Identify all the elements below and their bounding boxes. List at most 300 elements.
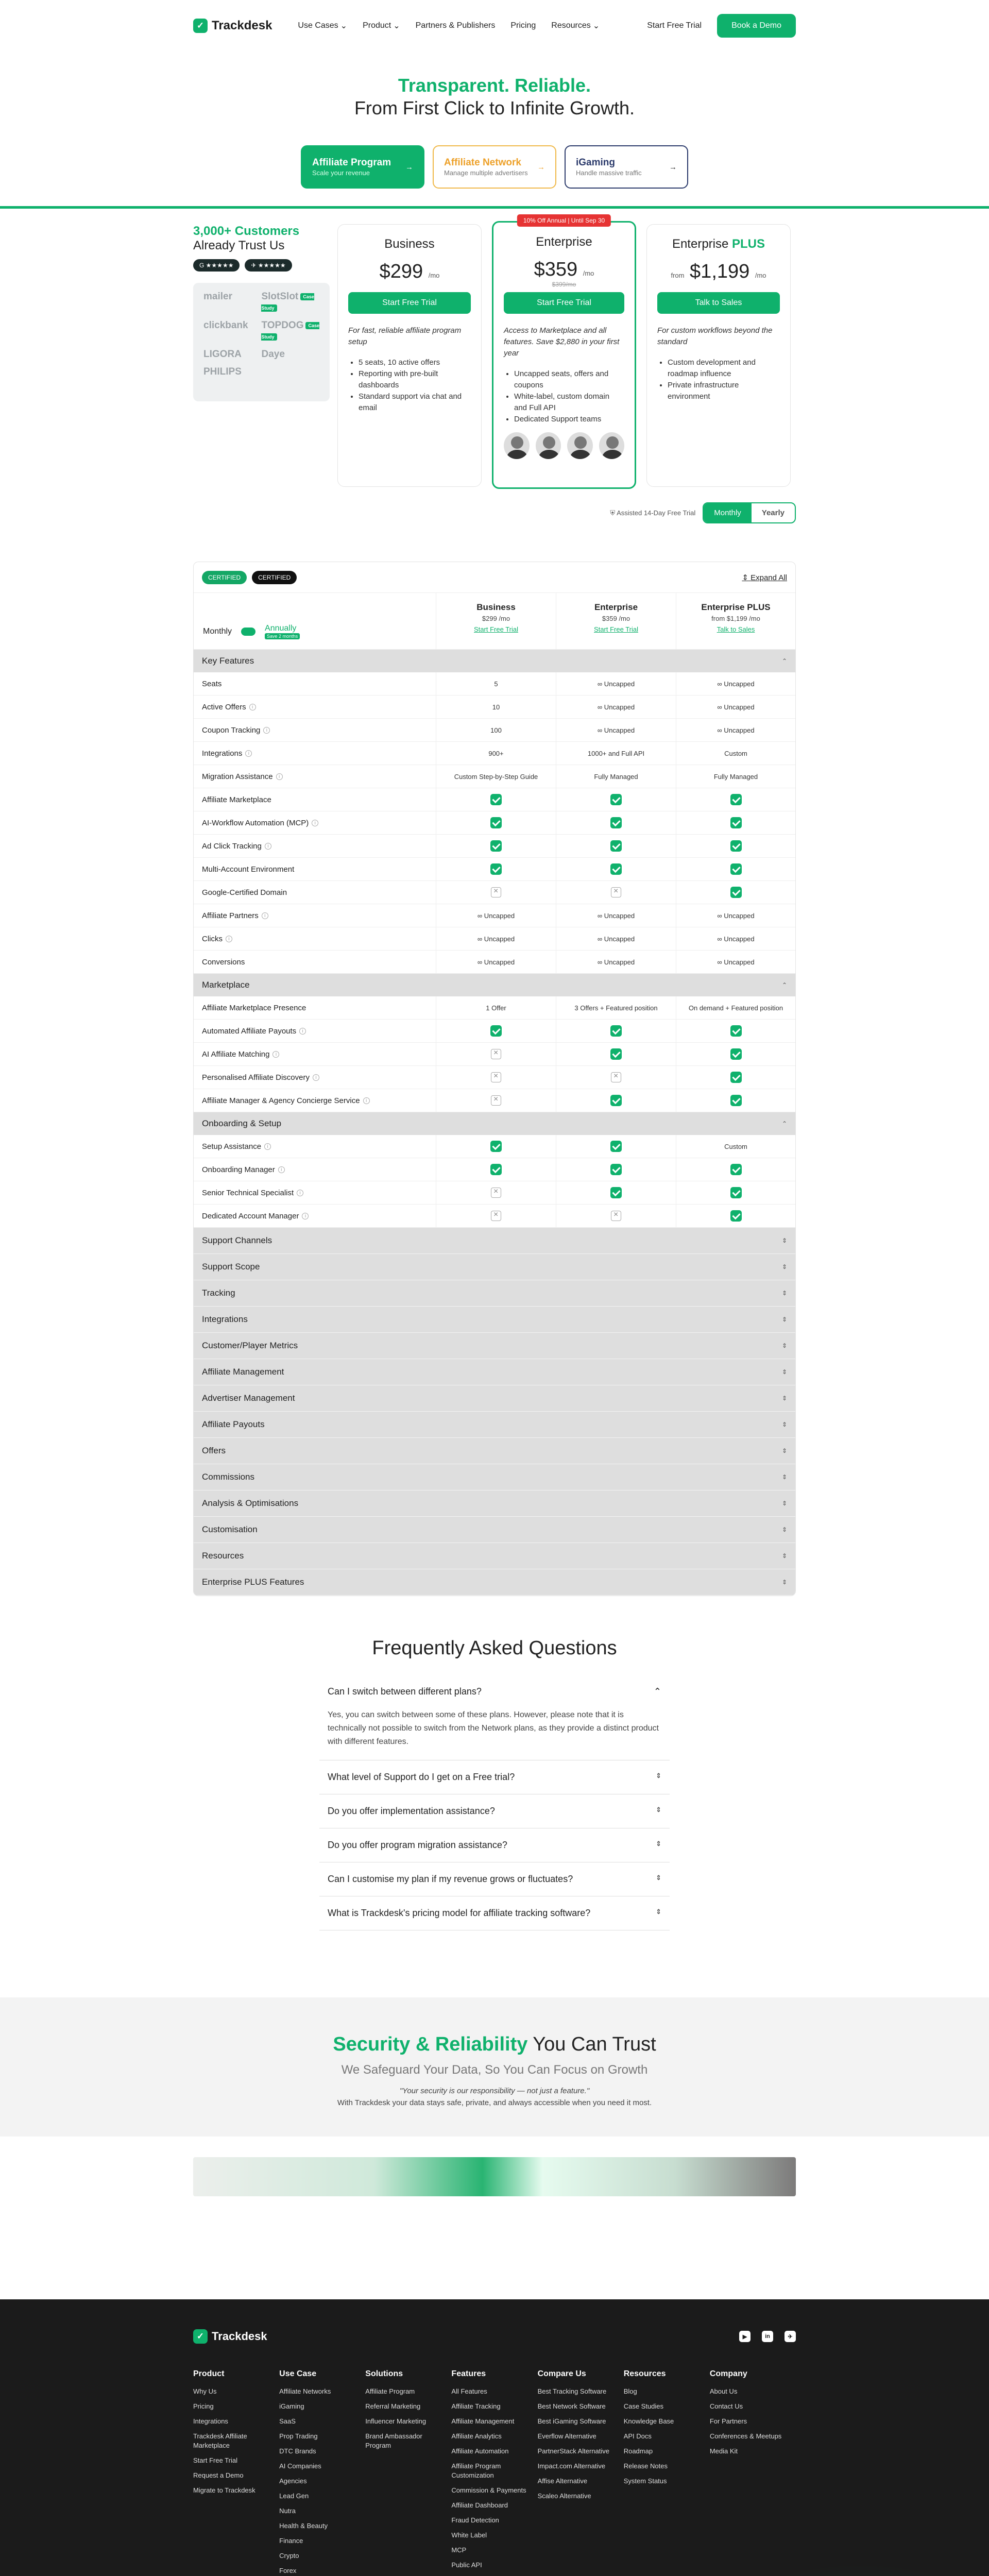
- footer-link[interactable]: Request a Demo: [193, 2471, 244, 2479]
- footer-link[interactable]: Health & Beauty: [279, 2522, 328, 2530]
- footer-columns: [193, 2369, 796, 2576]
- footer-link[interactable]: Blog: [623, 2387, 637, 2395]
- check-icon: [610, 1187, 622, 1198]
- info-icon[interactable]: i: [312, 820, 318, 826]
- table-cell: Fully Managed: [676, 765, 795, 788]
- arrow-right-icon: →: [405, 162, 413, 172]
- feature-label: Affiliate Marketplace: [202, 795, 271, 804]
- section-collapsed[interactable]: Commissions ⇕: [194, 1464, 795, 1490]
- collapsed-sections: [194, 1228, 795, 1596]
- faq-item[interactable]: What is Trackdesk's pricing model for affiliate tracking software? ⇕: [319, 1896, 670, 1930]
- table-row: [194, 719, 795, 742]
- table-cell: 900+: [436, 742, 556, 765]
- feature-label: Active Offers i: [194, 696, 436, 718]
- marketplace-rows: [194, 996, 795, 1112]
- program-igaming-card[interactable]: iGaming Handle massive traffic →: [565, 145, 688, 189]
- collapse-icon: ⌃: [781, 657, 787, 665]
- section-collapsed[interactable]: Support Channels ⇕: [194, 1228, 795, 1254]
- section-collapsed[interactable]: Customer/Player Metrics ⇕: [194, 1333, 795, 1359]
- certified-badge: CERTIFIED: [202, 571, 247, 584]
- customer-logo: PHILIPS: [203, 366, 242, 377]
- table-cell: ∞ Uncapped: [436, 951, 556, 973]
- table-row: [194, 1089, 795, 1112]
- avatar: [536, 432, 561, 459]
- check-icon: [730, 840, 742, 852]
- footer-link[interactable]: Affise Alternative: [537, 2477, 588, 2485]
- check-icon: [610, 817, 622, 828]
- table-cell: 3 Offers + Featured position: [556, 996, 676, 1019]
- plan-card-enterprise: 10% Off Annual | Until Sep 30 Enterprise $359 /mo $399/mo Start Free Trial Access to Marketplace and all features. Save $2,880 in your first year • Uncapped seats, offers and coupons • White-label, custom domain and Full API • Dedicated Support teams: [492, 221, 636, 489]
- check-icon: [730, 1095, 742, 1106]
- footer-link[interactable]: Affiliate Program: [365, 2387, 415, 2395]
- customer-logo: clickbank: [203, 320, 248, 331]
- feature-label: Onboarding Manager i: [194, 1158, 436, 1181]
- footer-link[interactable]: Roadmap: [623, 2447, 653, 2455]
- linkedin-icon[interactable]: in: [762, 2331, 773, 2342]
- section-onboarding[interactable]: Onboarding & Setup ⌃: [194, 1112, 795, 1135]
- hero-title: Transparent. Reliable.: [398, 75, 591, 96]
- footer-link[interactable]: Fraud Detection: [451, 2516, 499, 2524]
- footer-link[interactable]: System Status: [623, 2477, 667, 2485]
- table-cell: ∞ Uncapped: [556, 927, 676, 950]
- info-icon[interactable]: i: [249, 704, 256, 710]
- check-icon: [610, 840, 622, 852]
- info-icon[interactable]: i: [245, 750, 252, 757]
- footer-link[interactable]: Pricing: [193, 2402, 214, 2410]
- collapse-icon: ⌃: [653, 1686, 661, 1697]
- footer-link[interactable]: Release Notes: [623, 2462, 668, 2470]
- info-icon[interactable]: i: [363, 1097, 370, 1104]
- cross-icon: [491, 1072, 501, 1082]
- talk-to-sales-link[interactable]: Talk to Sales: [717, 625, 755, 633]
- plan-card-business: Business $299 /mo Start Free Trial For fast, reliable affiliate program setup • 5 seats, 10 active offers • Reporting with pre-built dashboards • Standard support via chat and email: [337, 224, 482, 487]
- footer-link[interactable]: Migrate to Trackdesk: [193, 2486, 255, 2494]
- info-icon[interactable]: i: [313, 1074, 319, 1081]
- nav-use-cases[interactable]: Use Cases ⌄: [298, 21, 348, 30]
- chevron-down-icon: ⌄: [340, 22, 348, 30]
- table-plan-header: Monthly Annually Save 2 months Business $299 /mo Start Free Trial Enterprise $359 /mo Start Free Trial Enterprise PLUS from $1,199 /mo Talk to Sales: [194, 593, 795, 650]
- period-toggle[interactable]: [241, 628, 255, 636]
- case-study-tag[interactable]: Case Study: [261, 294, 314, 311]
- check-icon: [730, 863, 742, 875]
- section-collapsed[interactable]: Integrations ⇕: [194, 1307, 795, 1333]
- footer-link[interactable]: Affiliate Management: [451, 2417, 515, 2425]
- info-icon[interactable]: i: [278, 1166, 285, 1173]
- footer-link[interactable]: Public API: [451, 2561, 482, 2569]
- info-icon[interactable]: i: [265, 843, 271, 850]
- footer-link[interactable]: Scaleo Alternative: [537, 2492, 591, 2500]
- expand-icon: ⇕: [781, 1500, 787, 1507]
- info-icon[interactable]: i: [299, 1028, 306, 1035]
- section-collapsed[interactable]: Affiliate Management ⇕: [194, 1359, 795, 1385]
- security-subtitle: We Safeguard Your Data, So You Can Focus on Growth: [341, 2063, 648, 2077]
- billing-monthly[interactable]: Monthly: [704, 503, 752, 522]
- feature-label: Coupon Tracking i: [194, 719, 436, 741]
- check-icon: [730, 1164, 742, 1175]
- table-cell: ∞ Uncapped: [676, 951, 795, 973]
- table-row: [194, 835, 795, 858]
- footer: [0, 2299, 989, 2576]
- footer-link[interactable]: Conferences & Meetups: [709, 2432, 782, 2440]
- footer-column: Compare Us Best Tracking Software Best Network Software Best iGaming Software Everflow Alternative PartnerStack Alternative Impact.com Alternative Affise Alternative Scaleo Alternative: [538, 2369, 624, 2576]
- table-cell: 1 Offer: [436, 996, 556, 1019]
- table-cell: Custom: [676, 742, 795, 765]
- customer-count: 3,000+ Customers: [193, 224, 300, 238]
- table-row: [194, 696, 795, 719]
- table-row: [194, 1205, 795, 1228]
- check-icon: [490, 817, 502, 828]
- faq-answer: Yes, you can switch between some of these plans. However, please note that it is technically not possible to switch from the Network plans, as they provide a distinct product with different features.: [319, 1708, 670, 1760]
- table-row: [194, 1020, 795, 1043]
- section-collapsed[interactable]: Tracking ⇕: [194, 1280, 795, 1307]
- info-icon[interactable]: i: [263, 727, 270, 734]
- faq-item[interactable]: What level of Support do I get on a Free trial? ⇕: [319, 1760, 670, 1794]
- expand-icon: ⇕: [781, 1395, 787, 1402]
- comparison-table: [193, 562, 796, 1596]
- feature-label: Seats: [202, 679, 222, 688]
- faq-item[interactable]: Can I customise my plan if my revenue grows or fluctuates? ⇕: [319, 1862, 670, 1896]
- nav-pricing[interactable]: Pricing: [510, 21, 536, 30]
- discount-badge: 10% Off Annual | Until Sep 30: [517, 214, 611, 227]
- table-cell: On demand + Featured position: [676, 996, 795, 1019]
- table-cell: ∞ Uncapped: [676, 719, 795, 741]
- section-collapsed[interactable]: Customisation ⇕: [194, 1517, 795, 1543]
- feature-label: Ad Click Tracking i: [194, 835, 436, 857]
- cross-icon: [611, 1072, 621, 1082]
- section-collapsed[interactable]: Support Scope ⇕: [194, 1254, 795, 1280]
- logo-icon: ✓: [193, 19, 208, 33]
- footer-link[interactable]: Everflow Alternative: [537, 2432, 596, 2440]
- expand-icon: ⇕: [656, 1840, 661, 1848]
- info-icon[interactable]: i: [276, 773, 283, 780]
- table-row: [194, 811, 795, 835]
- cross-icon: [491, 887, 501, 897]
- footer-link[interactable]: Why Us: [193, 2387, 217, 2395]
- expand-icon: ⇕: [656, 1806, 661, 1814]
- cross-icon: [491, 1049, 501, 1059]
- arrow-right-icon: →: [537, 162, 545, 172]
- footer-link[interactable]: Influencer Marketing: [365, 2417, 427, 2425]
- table-row: [194, 788, 795, 811]
- expand-icon: ⇕: [781, 1447, 787, 1454]
- footer-column: Features All Features Affiliate Tracking Affiliate Management Affiliate Analytics Affiliate Automation Affiliate Program Customization Commission & Payments Affiliate Dashboard Fraud Detection White Label MCP Public API: [451, 2369, 537, 2576]
- hero-subtitle: From First Click to Infinite Growth.: [354, 97, 635, 118]
- cross-icon: [611, 1211, 621, 1221]
- telegram-icon[interactable]: ✈: [785, 2331, 796, 2342]
- table-cell: ∞ Uncapped: [556, 719, 676, 741]
- check-icon: [730, 817, 742, 828]
- start-trial-link[interactable]: Start Free Trial: [594, 625, 638, 633]
- feature-label: Automated Affiliate Payouts i: [194, 1020, 436, 1042]
- check-icon: [610, 794, 622, 805]
- table-cell: Custom Step-by-Step Guide: [436, 765, 556, 788]
- footer-link[interactable]: Best Network Software: [537, 2402, 606, 2410]
- info-icon[interactable]: i: [226, 936, 232, 942]
- period-switch: Monthly Annually Save 2 months: [194, 593, 436, 649]
- section-key-features[interactable]: Key Features ⌃: [194, 650, 795, 672]
- footer-link[interactable]: Knowledge Base: [623, 2417, 674, 2425]
- footer-link[interactable]: Case Studies: [623, 2402, 664, 2410]
- footer-link[interactable]: Lead Gen: [279, 2492, 309, 2500]
- collapse-icon: ⌃: [781, 1120, 787, 1127]
- section-collapsed[interactable]: Analysis & Optimisations ⇕: [194, 1490, 795, 1517]
- table-cell: ∞ Uncapped: [556, 672, 676, 695]
- footer-link[interactable]: Agencies: [279, 2477, 307, 2485]
- cross-icon: [491, 1188, 501, 1198]
- footer-column: Solutions Affiliate Program Referral Marketing Influencer Marketing Brand Ambassador Program: [365, 2369, 451, 2576]
- info-icon[interactable]: i: [272, 1051, 279, 1058]
- feature-label: Conversions: [202, 957, 245, 967]
- faq-item-open[interactable]: Can I switch between different plans? ⌃: [328, 1686, 661, 1697]
- table-cell: Custom: [676, 1135, 795, 1158]
- table-row: [194, 996, 795, 1020]
- table-cell: 5: [436, 672, 556, 695]
- support-team-avatars: [504, 432, 624, 459]
- table-cell: ∞ Uncapped: [556, 904, 676, 927]
- expand-icon: ⇕: [781, 1237, 787, 1244]
- trust-panel: [193, 224, 330, 401]
- info-icon[interactable]: i: [262, 912, 268, 919]
- check-icon: [730, 887, 742, 898]
- check-icon: [610, 863, 622, 875]
- footer-link[interactable]: iGaming: [279, 2402, 304, 2410]
- section-collapsed[interactable]: Advertiser Management ⇕: [194, 1385, 795, 1412]
- table-row: [194, 1158, 795, 1181]
- table-cell: ∞ Uncapped: [556, 951, 676, 973]
- expand-all-link[interactable]: ⇕ Expand All: [742, 573, 787, 582]
- faq-item[interactable]: Do you offer implementation assistance? ⇕: [319, 1794, 670, 1828]
- nav-partners[interactable]: Partners & Publishers: [415, 21, 496, 30]
- onboarding-rows: [194, 1135, 795, 1228]
- expand-icon: ⇕: [781, 1342, 787, 1349]
- trust-label: Already Trust Us: [193, 239, 285, 252]
- section-collapsed[interactable]: Offers ⇕: [194, 1438, 795, 1464]
- feature-label: AI-Workflow Automation (MCP) i: [194, 811, 436, 834]
- footer-link[interactable]: Best Tracking Software: [537, 2387, 607, 2395]
- youtube-icon[interactable]: ▶: [739, 2331, 751, 2342]
- program-selector: [0, 145, 989, 189]
- check-icon: [610, 1048, 622, 1060]
- feature-label: Dedicated Account Manager i: [194, 1205, 436, 1227]
- footer-link[interactable]: SaaS: [279, 2417, 296, 2425]
- feature-label: Google-Certified Domain: [202, 888, 287, 897]
- footer-column: Use Case Affiliate Networks iGaming SaaS Prop Trading DTC Brands AI Companies Agencies Lead Gen Nutra Health & Beauty Finance Crypto Forex: [279, 2369, 365, 2576]
- section-marketplace[interactable]: Marketplace ⌃: [194, 974, 795, 996]
- start-trial-button[interactable]: Start Free Trial: [348, 292, 471, 314]
- table-row: [194, 858, 795, 881]
- footer-link[interactable]: For Partners: [709, 2417, 747, 2425]
- expand-icon: ⇕: [781, 1473, 787, 1481]
- footer-link[interactable]: About Us: [709, 2387, 738, 2395]
- footer-link[interactable]: Integrations: [193, 2417, 228, 2425]
- expand-icon: ⇕: [781, 1368, 787, 1376]
- table-cell: ∞ Uncapped: [676, 672, 795, 695]
- check-icon: [610, 1164, 622, 1175]
- collapse-icon: ⌃: [781, 981, 787, 989]
- feature-label: Multi-Account Environment: [202, 865, 295, 874]
- faq-section: [0, 1637, 989, 1930]
- footer-link[interactable]: API Docs: [623, 2432, 652, 2440]
- feature-label: Affiliate Marketplace Presence: [202, 1003, 306, 1012]
- table-row: [194, 1066, 795, 1089]
- billing-yearly[interactable]: Yearly: [761, 509, 785, 517]
- check-icon: [730, 794, 742, 805]
- footer-link[interactable]: AI Companies: [279, 2462, 321, 2470]
- program-network-card[interactable]: Affiliate Network Manage multiple advertisers →: [433, 145, 556, 189]
- billing-toggle-row: [610, 502, 796, 523]
- footer-link[interactable]: Forex: [279, 2567, 297, 2574]
- footer-link[interactable]: Brand Ambassador Program: [365, 2432, 422, 2449]
- customer-logo: Daye: [261, 349, 285, 360]
- feature-label: Senior Technical Specialist i: [194, 1181, 436, 1204]
- faq-item[interactable]: Do you offer program migration assistance? ⇕: [319, 1828, 670, 1862]
- table-row: [194, 765, 795, 788]
- book-demo-button[interactable]: Book a Demo: [717, 14, 796, 38]
- logo[interactable]: ✓ Trackdesk: [193, 19, 272, 33]
- footer-link[interactable]: Crypto: [279, 2552, 299, 2560]
- footer-link[interactable]: Trackdesk Affiliate Marketplace: [193, 2432, 247, 2449]
- key-feature-rows: [194, 672, 795, 974]
- feature-label: Clicks i: [194, 927, 436, 950]
- table-cell: ∞ Uncapped: [676, 696, 795, 718]
- footer-link[interactable]: Finance: [279, 2537, 303, 2545]
- expand-icon: ⇕: [781, 1526, 787, 1533]
- faq-list: [319, 1675, 670, 1930]
- footer-link[interactable]: Impact.com Alternative: [537, 2462, 606, 2470]
- expand-icon: ⇕: [781, 1579, 787, 1586]
- start-trial-link[interactable]: Start Free Trial: [474, 625, 518, 633]
- table-row: [194, 951, 795, 974]
- footer-link[interactable]: Affiliate Automation: [451, 2447, 509, 2455]
- avatar: [567, 432, 593, 459]
- section-collapsed[interactable]: Resources ⇕: [194, 1543, 795, 1569]
- hero: [0, 52, 989, 189]
- feature-label: Affiliate Manager & Agency Concierge Service i: [194, 1089, 436, 1112]
- nav-resources[interactable]: Resources ⌄: [551, 21, 600, 30]
- table-row: [194, 904, 795, 927]
- table-cell: Fully Managed: [556, 765, 676, 788]
- logo-icon: ✓: [193, 2329, 208, 2344]
- expand-icon: ⇕: [781, 1421, 787, 1428]
- nav-product[interactable]: Product ⌄: [363, 21, 400, 30]
- start-trial-button[interactable]: Start Free Trial: [504, 292, 624, 314]
- footer-link[interactable]: White Label: [451, 2531, 487, 2539]
- g2-badge: G ★★★★★: [193, 259, 240, 272]
- footer-link[interactable]: Affiliate Program Customization: [451, 2462, 501, 2479]
- footer-link[interactable]: Contact Us: [709, 2402, 743, 2410]
- footer-link[interactable]: MCP: [451, 2546, 467, 2554]
- security-quote: "Your security is our responsibility — not just a feature.": [399, 2087, 590, 2095]
- section-collapsed[interactable]: Affiliate Payouts ⇕: [194, 1412, 795, 1438]
- table-row: [194, 1181, 795, 1205]
- info-icon[interactable]: i: [302, 1213, 309, 1219]
- expand-icon: ⇕: [781, 1263, 787, 1270]
- table-row: [194, 1043, 795, 1066]
- check-icon: [730, 1187, 742, 1198]
- footer-logo[interactable]: ✓ Trackdesk: [193, 2329, 267, 2344]
- feature-label: AI Affiliate Matching i: [194, 1043, 436, 1065]
- talk-to-sales-button[interactable]: Talk to Sales: [657, 292, 780, 314]
- footer-link[interactable]: Nutra: [279, 2507, 296, 2515]
- plan-card-enterprise-plus: Enterprise PLUS from $1,199 /mo Talk to Sales For custom workflows beyond the standard • Custom development and roadmap influence • Private infrastructure environment: [646, 224, 791, 487]
- table-row: [194, 1135, 795, 1158]
- section-collapsed[interactable]: Enterprise PLUS Features ⇕: [194, 1569, 795, 1596]
- check-icon: [730, 1048, 742, 1060]
- case-study-tag[interactable]: Case Study: [261, 323, 319, 340]
- info-icon[interactable]: i: [264, 1143, 271, 1150]
- table-row: [194, 927, 795, 951]
- footer-link[interactable]: DTC Brands: [279, 2447, 316, 2455]
- footer-link[interactable]: All Features: [451, 2387, 487, 2395]
- customer-logos: [193, 283, 330, 401]
- arrow-right-icon: →: [669, 162, 677, 172]
- start-trial-link[interactable]: Start Free Trial: [647, 21, 702, 30]
- faq-title: Frequently Asked Questions: [372, 1637, 617, 1659]
- feature-label: Personalised Affiliate Discovery i: [194, 1066, 436, 1089]
- shield-icon: ⛨: [610, 509, 616, 517]
- footer-link[interactable]: Prop Trading: [279, 2432, 318, 2440]
- check-icon: [730, 1072, 742, 1083]
- social-links: [739, 2331, 796, 2342]
- program-affiliate-card[interactable]: Affiliate Program Scale your revenue →: [301, 145, 424, 189]
- check-icon: [490, 1025, 502, 1037]
- footer-link[interactable]: Start Free Trial: [193, 2456, 237, 2464]
- nav-links: [298, 21, 600, 31]
- check-icon: [610, 1025, 622, 1037]
- check-icon: [490, 1141, 502, 1152]
- table-row: [194, 881, 795, 904]
- table-cell: 10: [436, 696, 556, 718]
- feature-label: Integrations i: [194, 742, 436, 765]
- check-icon: [610, 1095, 622, 1106]
- footer-link[interactable]: Best iGaming Software: [537, 2417, 606, 2425]
- expand-icon: ⇕: [656, 1772, 661, 1780]
- table-cell: ∞ Uncapped: [676, 927, 795, 950]
- footer-link[interactable]: Media Kit: [709, 2447, 738, 2455]
- info-icon[interactable]: i: [297, 1190, 303, 1196]
- footer-link[interactable]: Affiliate Dashboard: [451, 2501, 508, 2509]
- expand-icon: ⇕: [742, 573, 748, 582]
- footer-link[interactable]: Affiliate Tracking: [451, 2402, 501, 2410]
- footer-link[interactable]: Referral Marketing: [365, 2402, 421, 2410]
- expand-icon: ⇕: [781, 1552, 787, 1560]
- certified-badge: CERTIFIED: [252, 571, 297, 584]
- expand-icon: ⇕: [781, 1316, 787, 1323]
- customer-logo: mailer: [203, 291, 232, 302]
- avatar: [504, 432, 530, 459]
- cross-icon: [491, 1211, 501, 1221]
- footer-link[interactable]: PartnerStack Alternative: [537, 2447, 610, 2455]
- avatar: [599, 432, 625, 459]
- decorative-gradient-band: [193, 2157, 796, 2196]
- chevron-down-icon: ⌄: [592, 22, 600, 30]
- footer-link[interactable]: Commission & Payments: [451, 2486, 526, 2494]
- customer-logo: SlotSlot Case Study: [261, 291, 314, 311]
- capterra-badge: ✈ ★★★★★: [245, 259, 292, 272]
- security-body: With Trackdesk your data stays safe, private, and always accessible when you need it most.: [337, 2098, 652, 2107]
- expand-icon: ⇕: [656, 1874, 661, 1882]
- check-icon: [730, 1025, 742, 1037]
- table-cell: ∞ Uncapped: [436, 927, 556, 950]
- footer-link[interactable]: Affiliate Networks: [279, 2387, 331, 2395]
- feature-label: Affiliate Partners i: [194, 904, 436, 927]
- table-cell: ∞ Uncapped: [676, 904, 795, 927]
- footer-link[interactable]: Affiliate Analytics: [451, 2432, 502, 2440]
- billing-toggle[interactable]: [703, 502, 796, 523]
- customer-logo: TOPDOG Case Study: [261, 320, 319, 340]
- expand-icon: ⇕: [656, 1908, 661, 1916]
- feature-label: Migration Assistance i: [194, 765, 436, 788]
